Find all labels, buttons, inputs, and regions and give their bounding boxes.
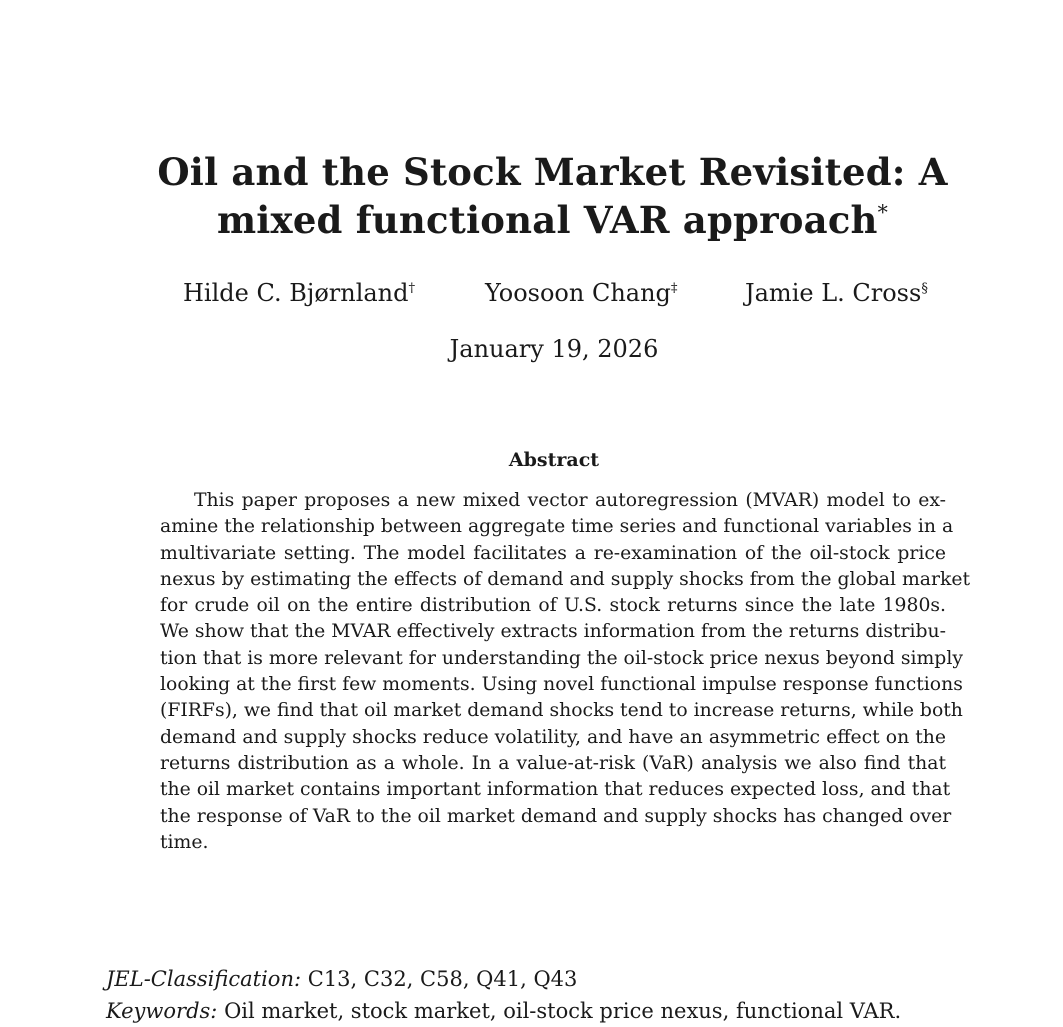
abstract-line: for crude oil on the entire distribution of U.S. stock returns since the late 1980s. bbox=[160, 595, 946, 617]
jel-classification bbox=[106, 964, 577, 994]
abstract-line: looking at the first few moments. Using novel functional impulse response functions bbox=[160, 674, 963, 696]
abstract-line: We show that the MVAR effectively extracts information from the returns distribu- bbox=[160, 621, 946, 643]
author-footnote-mark: † bbox=[408, 281, 416, 296]
abstract-line: returns distribution as a whole. In a value-at-risk (VaR) analysis we also find that bbox=[160, 752, 946, 774]
author-footnote-mark: § bbox=[921, 281, 928, 296]
title-line-1: Oil and the Stock Market Revisited: A bbox=[157, 150, 948, 194]
author-footnote-mark: ‡ bbox=[670, 281, 678, 296]
abstract-line: the response of VaR to the oil market demand and supply shocks has changed over bbox=[160, 805, 952, 827]
author-list bbox=[0, 276, 1063, 310]
abstract-line: amine the relationship between aggregate time series and functional variables in a bbox=[160, 516, 954, 538]
abstract-line: the oil market contains important information that reduces expected loss, and that bbox=[160, 779, 951, 801]
author-name: Hilde C. Bjørnland bbox=[183, 279, 409, 307]
abstract-heading: Abstract bbox=[508, 449, 600, 471]
author-name: Jamie L. Cross bbox=[745, 279, 922, 307]
author-chang bbox=[485, 276, 678, 310]
jel-codes: C13, C32, C58, Q41, Q43 bbox=[307, 967, 578, 991]
abstract-line: nexus by estimating the effects of demand and supply shocks from the global market bbox=[160, 568, 971, 590]
keywords-label: Keywords: bbox=[106, 999, 218, 1023]
author-bjornland bbox=[183, 276, 415, 310]
title-line-2 bbox=[60, 196, 1045, 244]
jel-label: JEL-Classification: bbox=[106, 967, 302, 991]
keywords-list: Oil market, stock market, oil-stock price nexus, functional VAR. bbox=[224, 999, 902, 1023]
author-cross bbox=[745, 276, 928, 310]
abstract-line: demand and supply shocks reduce volatility, and have an asymmetric effect on the bbox=[160, 726, 946, 748]
title-footnote-mark: * bbox=[877, 200, 889, 225]
abstract-line: This paper proposes a new mixed vector autoregression (MVAR) model to ex- bbox=[194, 490, 946, 511]
paper-title bbox=[60, 148, 1045, 244]
abstract-line: tion that is more relevant for understanding the oil-stock price nexus beyond simply bbox=[160, 647, 963, 669]
abstract-line: multivariate setting. The model facilitates a re-examination of the oil-stock price bbox=[160, 542, 946, 564]
title-line-2-text: mixed functional VAR approach bbox=[216, 198, 878, 242]
abstract-line: (FIRFs), we find that oil market demand shocks tend to increase returns, while both bbox=[160, 700, 963, 722]
author-name: Yoosoon Chang bbox=[485, 279, 671, 307]
abstract-line: time. bbox=[160, 831, 209, 853]
publication-date: January 19, 2026 bbox=[449, 335, 659, 363]
keywords bbox=[106, 996, 901, 1026]
abstract-body bbox=[160, 488, 971, 856]
